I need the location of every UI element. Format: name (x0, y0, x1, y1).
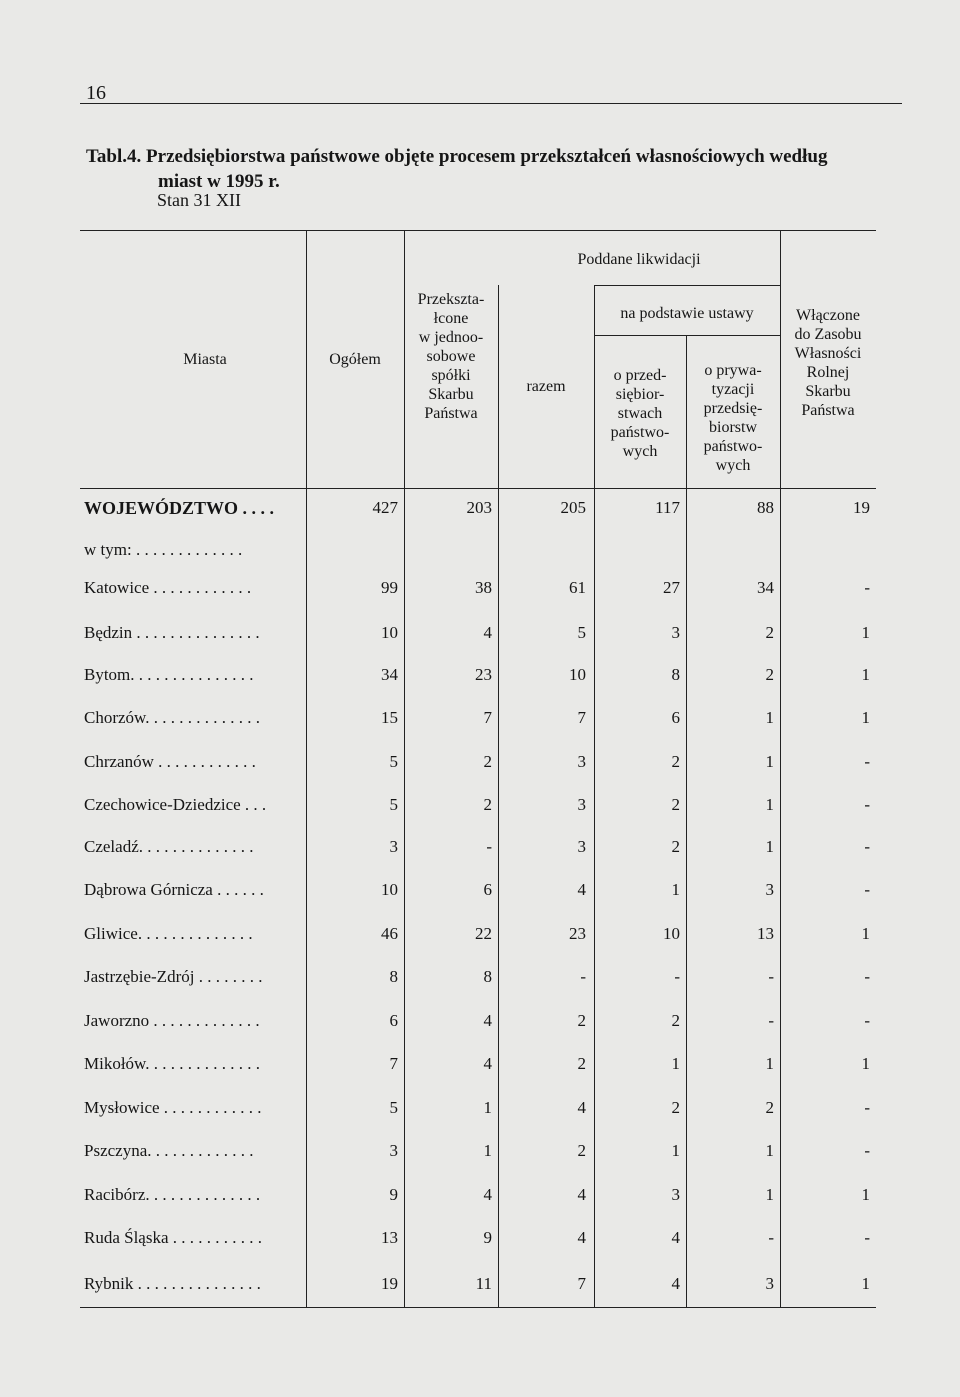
table-bottom-rule (80, 1307, 876, 1308)
table-cell: 8 (483, 967, 492, 986)
col-divider-3 (498, 285, 499, 1307)
header-wlaczone-line: do Zasobu (794, 326, 862, 343)
table-cell: 203 (466, 498, 492, 517)
row-label: Bytom. . . . . . . . . . . . . . . (84, 665, 254, 684)
table-cell: - (486, 837, 492, 856)
header-przeksztalcone-line: Przekszta- (417, 291, 485, 308)
table-cell: 4 (483, 1054, 492, 1073)
table-cell: 10 (381, 880, 398, 899)
table-cell: 2 (671, 837, 680, 856)
table-cell: 7 (577, 1274, 586, 1293)
table-cell: 6 (389, 1011, 398, 1030)
table-cell: 1 (765, 708, 774, 727)
header-rule-ustawy (594, 335, 780, 336)
header-o-przedsiebiorstwach-line: o przed- (613, 367, 667, 384)
table-cell: 1 (861, 1274, 870, 1293)
table-cell: 15 (381, 708, 398, 727)
row-label: Racibórz. . . . . . . . . . . . . . (84, 1185, 261, 1204)
table-cell: 11 (475, 1274, 492, 1293)
header-przeksztalcone-line: w jednoo- (418, 329, 484, 346)
header-na-podstawie-ustawy: na podstawie ustawy (620, 305, 754, 322)
table-cell: - (864, 1228, 870, 1247)
table-cell: - (864, 880, 870, 899)
col-divider-5 (686, 335, 687, 1307)
table-cell: 7 (483, 708, 492, 727)
table-cell: 3 (389, 1141, 398, 1160)
table-cell: - (768, 967, 774, 986)
table-cell: 3 (671, 623, 680, 642)
table-cell: 1 (861, 1185, 870, 1204)
table-cell: - (864, 578, 870, 597)
header-o-prywatyzacji-line: biorstw (709, 419, 757, 436)
table-cell: 34 (381, 665, 398, 684)
table-cell: 3 (389, 837, 398, 856)
header-poddane-likwidacji: Poddane likwidacji (577, 251, 701, 268)
table-cell: 4 (483, 1185, 492, 1204)
table-cell: 4 (483, 623, 492, 642)
table-cell: 10 (381, 623, 398, 642)
row-label: Mysłowice . . . . . . . . . . . . (84, 1098, 262, 1117)
header-o-prywatyzacji-line: o prywa- (704, 362, 762, 379)
table-cell: - (864, 1141, 870, 1160)
table-cell: 1 (765, 752, 774, 771)
table-cell: 3 (577, 837, 586, 856)
row-label: Będzin . . . . . . . . . . . . . . . (84, 623, 260, 642)
table-cell: - (768, 1011, 774, 1030)
table-cell: 2 (671, 795, 680, 814)
header-wlaczone-line: Włączone (796, 307, 860, 324)
header-o-prywatyzacji-line: państwo- (703, 438, 763, 455)
table-cell: 1 (671, 1054, 680, 1073)
table-cell: 2 (671, 1098, 680, 1117)
table-cell: 8 (671, 665, 680, 684)
header-o-prywatyzacji-line: przedsię- (703, 400, 763, 417)
table-cell: 4 (483, 1011, 492, 1030)
col-divider-1 (306, 230, 307, 1307)
header-wlaczone-line: Własności (794, 345, 862, 362)
table-cell: 1 (765, 795, 774, 814)
table-cell: 5 (389, 795, 398, 814)
table-cell: 7 (389, 1054, 398, 1073)
table-cell: 117 (655, 498, 680, 517)
table-cell: - (864, 752, 870, 771)
table-cell: 13 (757, 924, 774, 943)
table-cell: 46 (381, 924, 398, 943)
header-o-prywatyzacji (686, 361, 780, 475)
table-cell: 205 (560, 498, 586, 517)
table-cell: 3 (765, 880, 774, 899)
table-cell: 3 (671, 1185, 680, 1204)
table-cell: 4 (577, 880, 586, 899)
table-cell: 19 (381, 1274, 398, 1293)
table-cell: 13 (381, 1228, 398, 1247)
table-cell: - (864, 837, 870, 856)
table-cell: 2 (671, 1011, 680, 1030)
table-cell: 23 (569, 924, 586, 943)
header-wlaczone (780, 306, 876, 420)
table-cell: 427 (372, 498, 398, 517)
table-cell: 8 (389, 967, 398, 986)
header-miasta: Miasta (183, 351, 227, 368)
table-cell: 2 (765, 1098, 774, 1117)
table-cell: 6 (671, 708, 680, 727)
header-przeksztalcone-line: łcone (433, 310, 469, 327)
table-cell: 1 (765, 1185, 774, 1204)
row-label: WOJEWÓDZTWO . . . . (84, 498, 275, 518)
table-cell: 1 (483, 1141, 492, 1160)
table-cell: 61 (569, 578, 586, 597)
table-cell: 3 (577, 752, 586, 771)
header-o-przedsiebiorstwach-line: wych (622, 443, 658, 460)
row-label: Katowice . . . . . . . . . . . . (84, 578, 252, 597)
table-cell: 3 (577, 795, 586, 814)
table-cell: 4 (577, 1228, 586, 1247)
header-o-przedsiebiorstwach-line: stwach (617, 405, 663, 422)
row-label: Jastrzębie-Zdrój . . . . . . . . (84, 967, 263, 986)
table-cell: 1 (483, 1098, 492, 1117)
row-label: w tym: . . . . . . . . . . . . . (84, 540, 243, 559)
table-cell: 23 (475, 665, 492, 684)
table-cell: 4 (577, 1098, 586, 1117)
table-cell: 9 (483, 1228, 492, 1247)
row-label: Gliwice. . . . . . . . . . . . . . (84, 924, 253, 943)
table-cell: 4 (671, 1274, 680, 1293)
table-cell: 1 (765, 837, 774, 856)
table-cell: 2 (577, 1011, 586, 1030)
table-cell: 9 (389, 1185, 398, 1204)
table-cell: 6 (483, 880, 492, 899)
table-cell: 2 (765, 665, 774, 684)
table-cell: 2 (577, 1054, 586, 1073)
table-cell: 5 (577, 623, 586, 642)
table-cell: - (864, 795, 870, 814)
header-o-przedsiebiorstwach-line: państwo- (610, 424, 670, 441)
table-cell: 2 (483, 795, 492, 814)
header-wlaczone-line: Rolnej (806, 364, 850, 381)
table-cell: 1 (671, 880, 680, 899)
header-o-prywatyzacji-line: wych (715, 457, 751, 474)
table-cell: 22 (475, 924, 492, 943)
header-bottom-rule (80, 488, 876, 489)
table-cell: 10 (569, 665, 586, 684)
header-ogolem: Ogółem (329, 351, 381, 368)
table-cell: 1 (671, 1141, 680, 1160)
header-o-przedsiebiorstwach-line: siębior- (615, 386, 665, 403)
header-przeksztalcone-line: Państwa (424, 405, 478, 422)
row-label: Czeladź. . . . . . . . . . . . . . (84, 837, 254, 856)
header-wlaczone-line: Państwa (801, 402, 855, 419)
header-rule-likwidacji (594, 285, 780, 286)
table-cell: 7 (577, 708, 586, 727)
header-przeksztalcone-line: spółki (431, 367, 471, 384)
table-cell: - (768, 1228, 774, 1247)
table-cell: - (674, 967, 680, 986)
table-cell: 3 (765, 1274, 774, 1293)
header-przeksztalcone-line: sobowe (426, 348, 476, 365)
table-cell: 1 (861, 1054, 870, 1073)
table-cell: 1 (765, 1141, 774, 1160)
header-razem: razem (526, 378, 566, 395)
table-cell: - (864, 1098, 870, 1117)
table-cell: 5 (389, 752, 398, 771)
table-subtitle: Stan 31 XII (157, 190, 241, 210)
table-cell: 99 (381, 578, 398, 597)
table-cell: 1 (861, 708, 870, 727)
table-cell: 2 (765, 623, 774, 642)
row-label: Czechowice-Dziedzice . . . (84, 795, 267, 814)
table-cell: 1 (861, 623, 870, 642)
row-label: Rybnik . . . . . . . . . . . . . . . (84, 1274, 261, 1293)
row-label: Chorzów. . . . . . . . . . . . . . (84, 708, 260, 727)
top-rule (80, 103, 902, 104)
table-cell: 2 (577, 1141, 586, 1160)
header-przeksztalcone-line: Skarbu (428, 386, 474, 403)
page-number: 16 (86, 82, 106, 104)
row-label: Ruda Śląska . . . . . . . . . . . (84, 1228, 263, 1247)
table-cell: 2 (483, 752, 492, 771)
table-cell: 1 (861, 924, 870, 943)
table-cell: - (580, 967, 586, 986)
header-top-rule (80, 230, 876, 231)
row-label: Chrzanów . . . . . . . . . . . . (84, 752, 256, 771)
table-cell: 34 (757, 578, 774, 597)
title-line-2: miast w 1995 r. (158, 171, 280, 192)
row-label: Jaworzno . . . . . . . . . . . . . (84, 1011, 260, 1030)
table-cell: 88 (757, 498, 774, 517)
header-wlaczone-line: Skarbu (805, 383, 851, 400)
table-title (86, 144, 886, 194)
header-przeksztalcone (404, 290, 498, 423)
table-cell: 4 (577, 1185, 586, 1204)
table-cell: 10 (663, 924, 680, 943)
table-cell: 1 (765, 1054, 774, 1073)
table-cell: 19 (853, 498, 870, 517)
table-cell: 4 (671, 1228, 680, 1247)
header-o-przedsiebiorstwach (594, 366, 686, 461)
table-cell: 5 (389, 1098, 398, 1117)
table-cell: - (864, 967, 870, 986)
table-cell: 27 (663, 578, 680, 597)
table-cell: 2 (671, 752, 680, 771)
row-label: Dąbrowa Górnicza . . . . . . (84, 880, 264, 899)
row-label: Pszczyna. . . . . . . . . . . . . (84, 1141, 254, 1160)
table-cell: 1 (861, 665, 870, 684)
table-cell: 38 (475, 578, 492, 597)
title-line-1: Tabl.4. Przedsiębiorstwa państwowe objęte procesem przekształceń własnościowych według (86, 146, 828, 167)
table-cell: - (864, 1011, 870, 1030)
row-label: Mikołów. . . . . . . . . . . . . . (84, 1054, 260, 1073)
header-o-prywatyzacji-line: tyzacji (711, 381, 755, 398)
